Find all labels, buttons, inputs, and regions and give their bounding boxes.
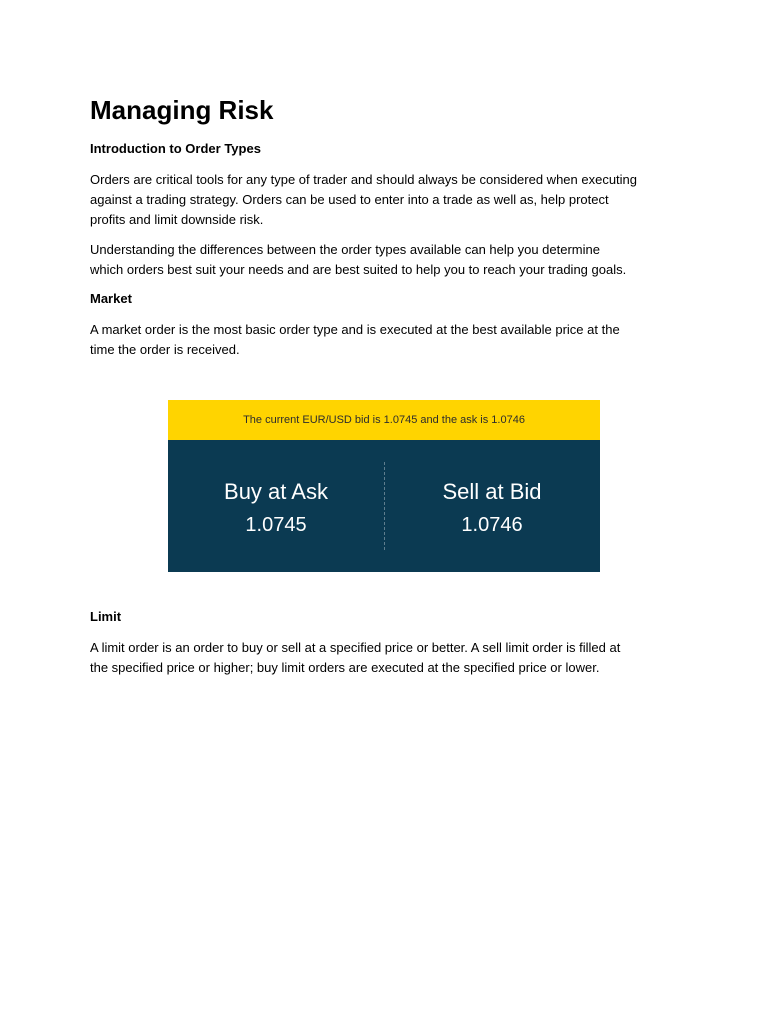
market-heading: Market xyxy=(90,291,132,306)
intro-paragraph-1-line-2: against a trading strategy. Orders can be used to enter into a trade as well as, help protect xyxy=(90,192,609,207)
buy-at-ask-title: Buy at Ask xyxy=(224,479,328,504)
limit-section xyxy=(90,608,680,688)
market-paragraph xyxy=(90,320,680,360)
buy-at-ask-value: 1.0745 xyxy=(245,514,307,536)
intro-paragraph-1 xyxy=(90,170,680,230)
page-title: Managing Risk xyxy=(90,95,274,125)
market-paragraph-line-2: time the order is received. xyxy=(90,342,240,357)
limit-heading: Limit xyxy=(90,609,122,624)
limit-paragraph-line-2: the specified price or higher; buy limit orders are executed at the specified price or lower. xyxy=(90,660,600,675)
limit-paragraph xyxy=(90,638,680,678)
limit-paragraph-line-1: A limit order is an order to buy or sell at a specified price or better. A sell limit order is filled at xyxy=(90,640,621,655)
intro-paragraph-1-line-3: profits and limit downside risk. xyxy=(90,212,264,227)
intro-heading: Introduction to Order Types xyxy=(90,141,261,156)
document-content xyxy=(90,92,680,370)
buy-at-ask-panel xyxy=(168,440,384,572)
sell-at-bid-value: 1.0746 xyxy=(461,514,523,536)
intro-paragraph-2-line-1: Understanding the differences between the order types available can help you determine xyxy=(90,242,600,257)
intro-paragraph-2 xyxy=(90,240,680,280)
bid-ask-banner: The current EUR/USD bid is 1.0745 and the ask is 1.0746 xyxy=(168,400,600,440)
intro-paragraph-2-line-2: which orders best suit your needs and are best suited to help you to reach your trading goals. xyxy=(90,262,627,277)
bid-ask-graphic xyxy=(168,400,600,572)
sell-at-bid-panel xyxy=(384,440,600,572)
intro-paragraph-1-line-1: Orders are critical tools for any type of trader and should always be considered when executing xyxy=(90,172,638,187)
sell-at-bid-title: Sell at Bid xyxy=(442,479,542,504)
market-paragraph-line-1: A market order is the most basic order type and is executed at the best available price at the xyxy=(90,322,620,337)
